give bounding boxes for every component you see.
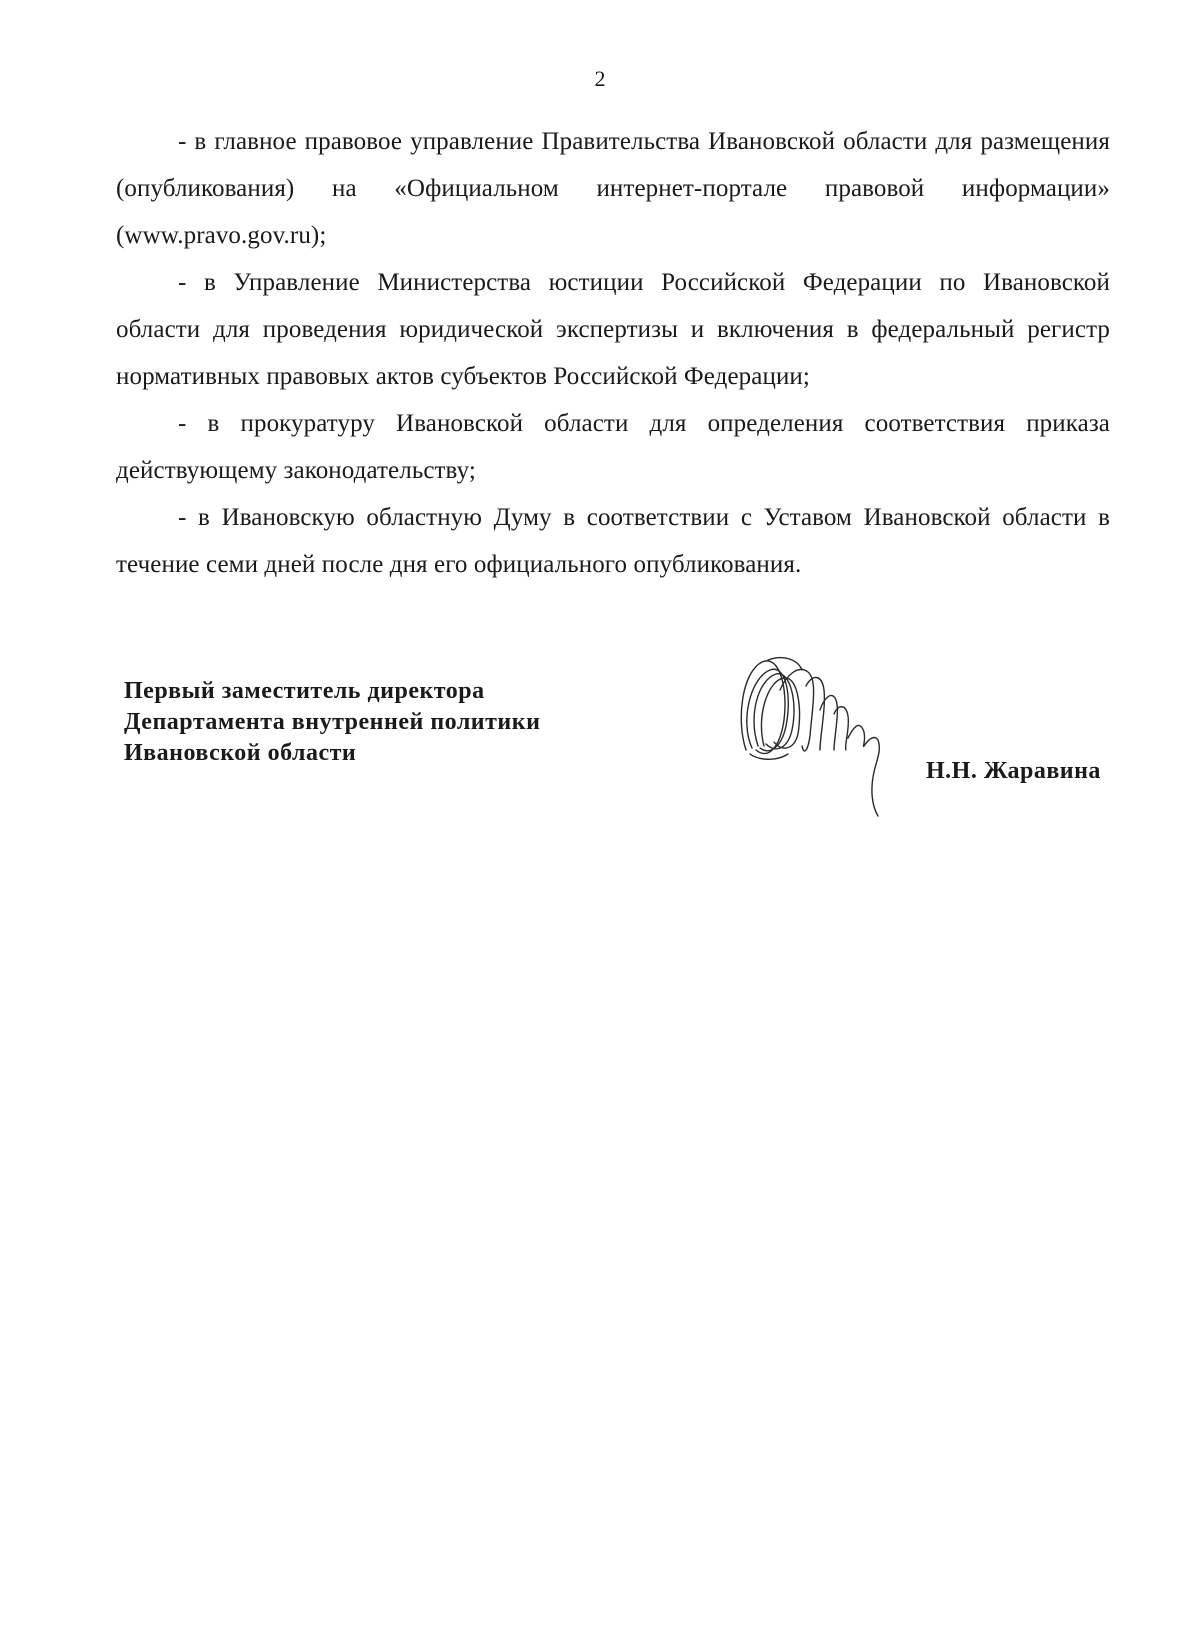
signatory-title [124,676,540,769]
signatory-title-line: Департамента внутренней политики [124,709,541,735]
paragraph-legal-portal: - в главное правовое управление Правительства Ивановской области для размещения (опубликования) на «Официальном интернет-портале правовой информации» (www.pravo.gov.ru); [116,128,1110,249]
document-body [116,118,1110,588]
handwritten-signature-icon [728,650,928,820]
signatory-title-line: Ивановской области [124,740,357,766]
paragraph-ministry-of-justice: - в Управление Министерства юстиции Российской Федерации по Ивановской области для проведения юридической экспертизы и включения в федеральный регистр нормативных правовых актов субъектов Российской Федерации; [116,269,1110,390]
page-number: 2 [594,66,606,91]
paragraph-prosecutor: - в прокуратуру Ивановской области для определения соответствия приказа действующему законодательству; [116,410,1110,484]
paragraph-regional-duma: - в Ивановскую областную Думу в соответствии с Уставом Ивановской области в течение семи дней после дня его официального опубликования. [116,504,1110,578]
signatory-title-line: Первый заместитель директора [124,678,485,704]
signer-name: Н.Н. Жаравина [926,758,1101,784]
